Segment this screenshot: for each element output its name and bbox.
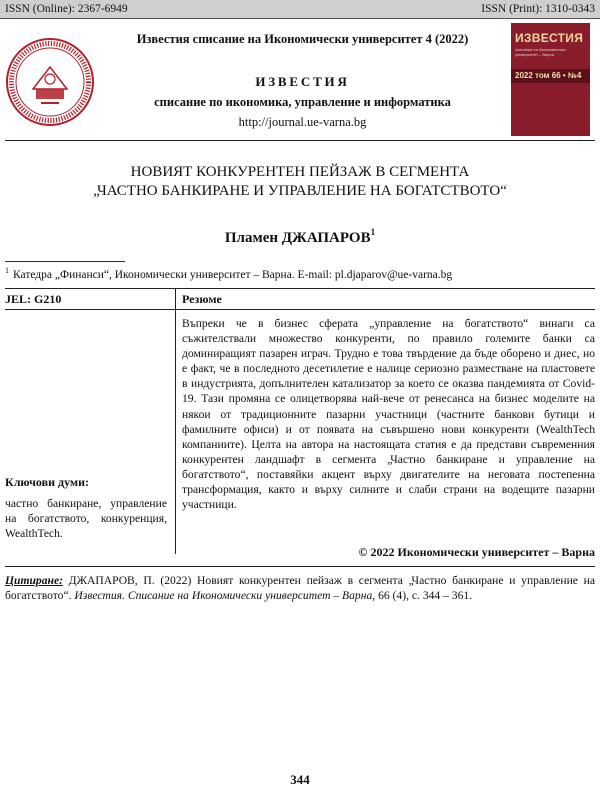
citation-text: ДЖАПАРОВ, П. (2022) Новият конкурентен пейзаж в сегмента „Частно банкиране и управление на богатството“. [5,574,595,603]
issn-print: ISSN (Print): 1310-0343 [481,3,595,15]
journal-name: ИЗВЕСТИЯ [255,74,350,89]
abstract-heading: Резюме [182,292,222,306]
journal-line: Известия списание на Икономически университет 4 (2022) [136,32,469,46]
citation-top-rule [5,566,595,567]
citation-source: Известия. Списание на Икономически университет – Варна [74,589,373,603]
author-footnote-mark: 1 [370,227,376,237]
abstract-text: Въпреки че в бизнес сферата „управление на богатството“ винаги са съжителствали множество конкуренти, по правило големите банки са доминиращият пазарен играч. Трудно е това твърдение да бъде оборено и днес, но е факт, че в последното десетилетие е налице сериозно разместване на пластовете в индустрията, допълнителен катализатор за което се оказва пандемията от Covid-19. Тази промяна се олицетворява най-вече от ренесанса на бизнес моделите на някои от традиционните пазарни участници (частните банкови бутици и фамилните офиси) и от появата на съвършено нови конкуренти (WealthTech компаниите). Целта на автора на настоящата статия е да представи съвременния конкурентен ландшафт в сегмента „Частно банкиране и управление на богатството“, поставяйки акцент върху двигателите на неговата постепенна трансформация, както и върху силните и слаби страни на водещите пазарни участници. [182,317,595,512]
cover-subtitle: списание на Икономически университет – Варна [515,47,566,57]
article-title-line-1: НОВИЯТ КОНКУРЕНТЕН ПЕЙЗАЖ В СЕГМЕНТА [130,164,470,180]
citation-label: Цитиране: [5,574,63,587]
issn-bar [0,0,600,19]
abstract-top-rule [5,288,595,289]
journal-cover-image [511,23,590,136]
keywords-text: частно банкиране, управление на богатството, конкуренция, WealthTech. [5,497,167,541]
article-title-line-2: „ЧАСТНО БАНКИРАНЕ И УПРАВЛЕНИЕ НА БОГАТСТВОТО“ [93,183,507,199]
cover-title: ИЗВЕСТИЯ [515,31,584,45]
university-seal-logo [5,37,95,127]
jel-code: JEL: G210 [5,292,62,306]
journal-url[interactable]: http://journal.ue-varna.bg [238,115,367,129]
journal-subtitle: списание по икономика, управление и информатика [154,95,451,109]
author-name: Пламен ДЖАПАРОВ [224,230,371,246]
footnote-text: Катедра „Финанси“, Икономически университет – Варна. E-mail: pl.djaparov@ue-varna.bg [13,269,453,281]
issn-online: ISSN (Online): 2367-6949 [5,3,128,15]
author-affiliation-footnote [5,266,595,281]
column-divider [175,288,176,554]
cover-number: 2022 том 66 • №4 [515,71,582,80]
header-divider [5,140,595,141]
page-number: 344 [290,772,310,787]
footnote-mark: 1 [5,266,9,275]
article-author [0,227,600,247]
abstract-header-rule [5,309,595,310]
copyright-notice: © 2022 Икономически университет – Варна [358,545,595,559]
citation-tail: , 66 (4), с. 344 – 361. [372,589,473,603]
keywords-heading: Ключови думи: [5,475,90,489]
footnote-rule [5,261,125,262]
citation-block [5,573,595,603]
